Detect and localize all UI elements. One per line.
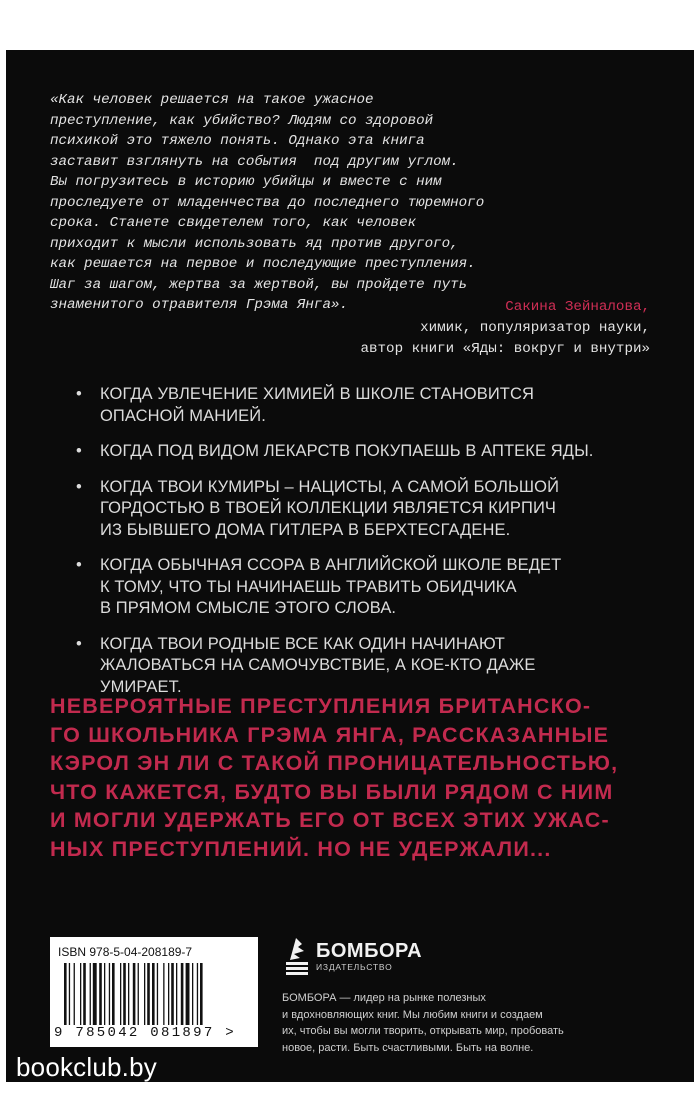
barcode-number: 9 785042 081897 > bbox=[54, 1025, 236, 1041]
bullet-item bbox=[76, 441, 660, 463]
quote-attribution bbox=[50, 297, 650, 360]
quote-line: как решается на первое и последующие преступления. bbox=[50, 256, 476, 272]
bullet-dot: • bbox=[76, 442, 82, 460]
bullet-list bbox=[76, 384, 660, 712]
barcode-bars bbox=[64, 963, 246, 1025]
quote-line: проследуете от младенчества до последнего тюремного bbox=[50, 194, 485, 211]
quote-line: Шаг за шагом, жертва за жертвой, вы пройдете путь bbox=[50, 276, 468, 293]
bullet-line: КОГДА ТВОИ КУМИРЫ – НАЦИСТЫ, А САМОЙ БОЛЬШОЙ bbox=[100, 477, 560, 496]
review-quote bbox=[50, 90, 650, 316]
bullet-line: В ПРЯМОМ СМЫСЛЕ ЭТОГО СЛОВА. bbox=[100, 599, 397, 617]
bullet-item bbox=[76, 384, 660, 427]
tagline-line: ГО ШКОЛЬНИКА ГРЭМА ЯНГА, РАССКАЗАННЫЕ bbox=[50, 722, 610, 747]
bullet-dot: • bbox=[76, 634, 82, 653]
quote-line: «Как человек решается на такое ужасное bbox=[50, 92, 374, 108]
bullet-line: ГОРДОСТЬЮ В ТВОЕЙ КОЛЛЕКЦИИ ЯВЛЯЕТСЯ КИРПИЧ bbox=[100, 499, 557, 517]
tagline-line: ЧТО КАЖЕТСЯ, БУДТО ВЫ БЫЛИ РЯДОМ С НИМ bbox=[50, 779, 614, 804]
bullet-line: КОГДА ПОД ВИДОМ ЛЕКАРСТВ ПОКУПАЕШЬ В АПТЕКЕ ЯДЫ. bbox=[100, 442, 594, 460]
quote-author-book: автор книги «Яды: вокруг и внутри» bbox=[360, 341, 650, 357]
bullet-line: К ТОМУ, ЧТО ТЫ НАЧИНАЕШЬ ТРАВИТЬ ОБИДЧИКА bbox=[100, 577, 517, 596]
quote-line: Вы погрузитесь в историю убийцы и вместе с ним bbox=[50, 174, 442, 190]
tagline-line: НЕВЕРОЯТНЫЕ ПРЕСТУПЛЕНИЯ БРИТАНСКО- bbox=[50, 694, 592, 718]
publisher-line: БОМБОРА — лидер на рынке полезных bbox=[282, 992, 486, 1004]
bullet-line: КОГДА ТВОИ РОДНЫЕ ВСЕ КАК ОДИН НАЧИНАЮТ bbox=[100, 634, 505, 653]
bullet-line: УМИРАЕТ. bbox=[100, 677, 182, 696]
quote-line: срока. Станете свидетелем того, как человек bbox=[50, 215, 417, 231]
quote-line: знаменитого отравителя Грэма Янга». bbox=[50, 297, 348, 313]
publisher-line: их, чтобы вы могли творить, открывать мир, пробовать bbox=[282, 1025, 564, 1037]
bullet-line: ИЗ БЫВШЕГО ДОМА ГИТЛЕРА В БЕРХТЕСГАДЕНЕ. bbox=[100, 520, 511, 539]
quote-line: преступление, как убийство? Людям со здоровой bbox=[50, 112, 434, 129]
publisher-logo-word: БОМБОРА bbox=[316, 940, 423, 962]
bullet-dot: • bbox=[76, 385, 82, 403]
quote-line: психикой это тяжело понять. Однако эта книга bbox=[50, 133, 425, 149]
tagline-line: КЭРОЛ ЭН ЛИ С ТАКОЙ ПРОНИЦАТЕЛЬНОСТЬЮ, bbox=[50, 751, 619, 775]
bombora-logo-icon bbox=[282, 936, 312, 976]
publisher-line: новое, расти. Быть счастливыми. Быть на волне. bbox=[282, 1041, 534, 1054]
publisher-description bbox=[282, 990, 622, 1056]
bullet-dot: • bbox=[76, 477, 82, 496]
tagline-line: И МОГЛИ УДЕРЖАТЬ ЕГО ОТ ВСЕХ ЭТИХ УЖАС- bbox=[50, 808, 610, 832]
bullet-line: ОПАСНОЙ МАНИЕЙ. bbox=[100, 406, 266, 425]
isbn-text: ISBN 978-5-04-208189-7 bbox=[58, 945, 193, 959]
isbn-barcode bbox=[50, 937, 258, 1047]
quote-line: приходит к мысли использовать яд против другого, bbox=[50, 235, 459, 252]
bullet-line: КОГДА ОБЫЧНАЯ ССОРА В АНГЛИЙСКОЙ ШКОЛЕ ВЕДЕТ bbox=[100, 556, 562, 574]
bullet-item bbox=[76, 555, 660, 620]
tagline bbox=[50, 692, 650, 863]
bullet-line: КОГДА УВЛЕЧЕНИЕ ХИМИЕЙ В ШКОЛЕ СТАНОВИТСЯ bbox=[100, 385, 535, 403]
watermark-site: bookclub.by bbox=[16, 1052, 157, 1082]
bullet-line: ЖАЛОВАТЬСЯ НА САМОЧУВСТВИЕ, А КОЕ-КТО ДАЖЕ bbox=[100, 656, 536, 674]
bullet-dot: • bbox=[76, 556, 82, 574]
tagline-line: НЫХ ПРЕСТУПЛЕНИЙ. НО НЕ УДЕРЖАЛИ... bbox=[50, 836, 552, 861]
publisher-logo-sub: ИЗДАТЕЛЬСТВО bbox=[316, 962, 393, 972]
publisher-line: и вдохновляющих книг. Мы любим книги и создаем bbox=[282, 1008, 543, 1021]
quote-author-name: Сакина Зейналова, bbox=[505, 299, 650, 315]
bullet-item bbox=[76, 477, 660, 542]
bullet-item bbox=[76, 634, 660, 699]
quote-author-role: химик, популяризатор науки, bbox=[420, 320, 650, 336]
quote-line: заставит взглянуть на события под другим углом. bbox=[50, 153, 459, 170]
